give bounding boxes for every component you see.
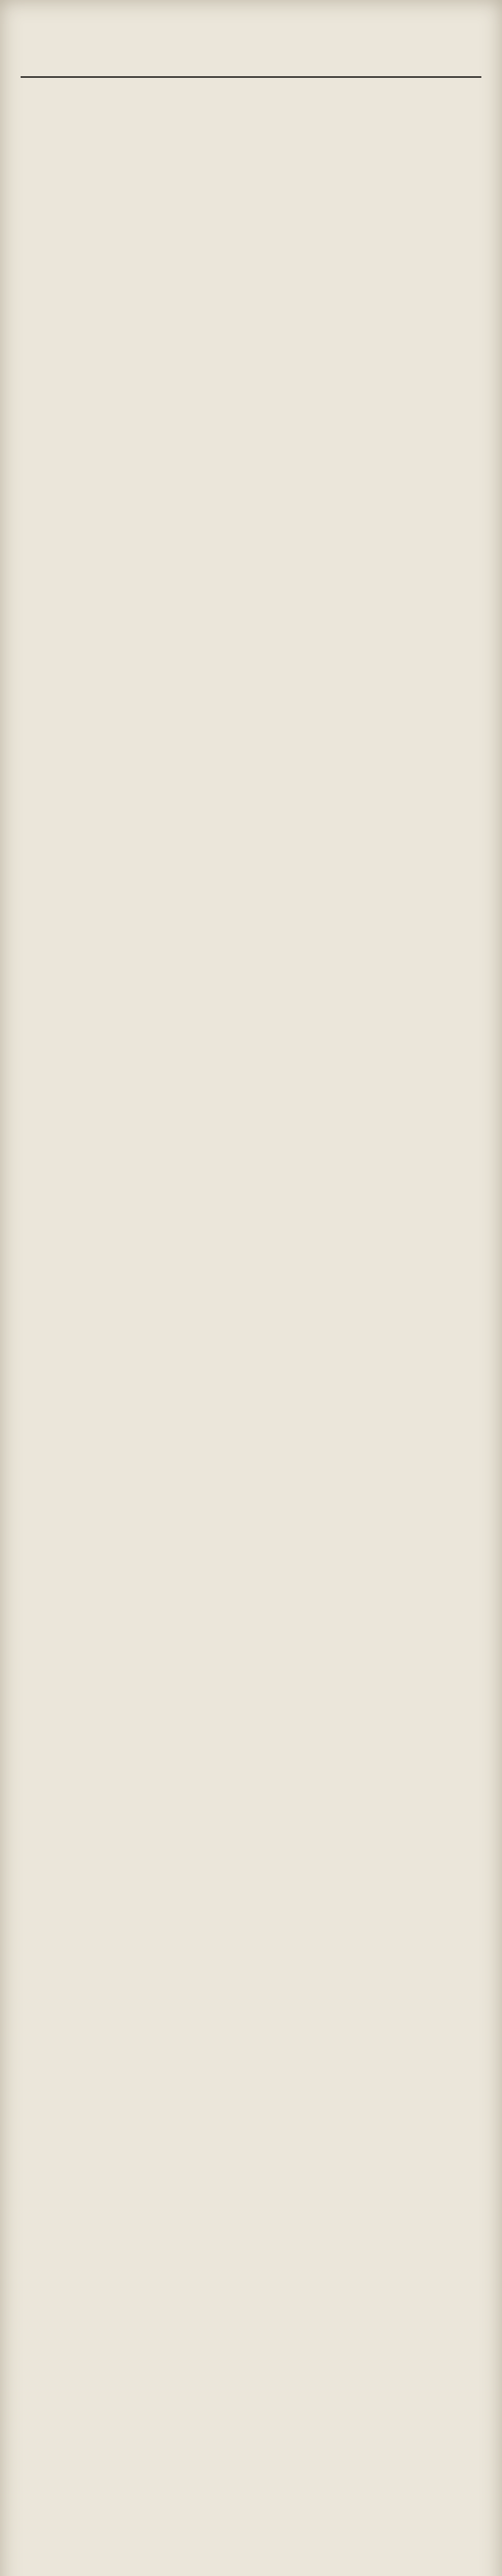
article-paragraph [14,1497,488,1945]
article-paragraph [14,253,488,1490]
article-paragraph [14,83,488,247]
handwritten-note [185,0,403,35]
article-paragraph [14,2214,488,2576]
article-paragraph [14,1950,488,2210]
article-headline [52,30,454,70]
headline-rule [21,76,481,78]
